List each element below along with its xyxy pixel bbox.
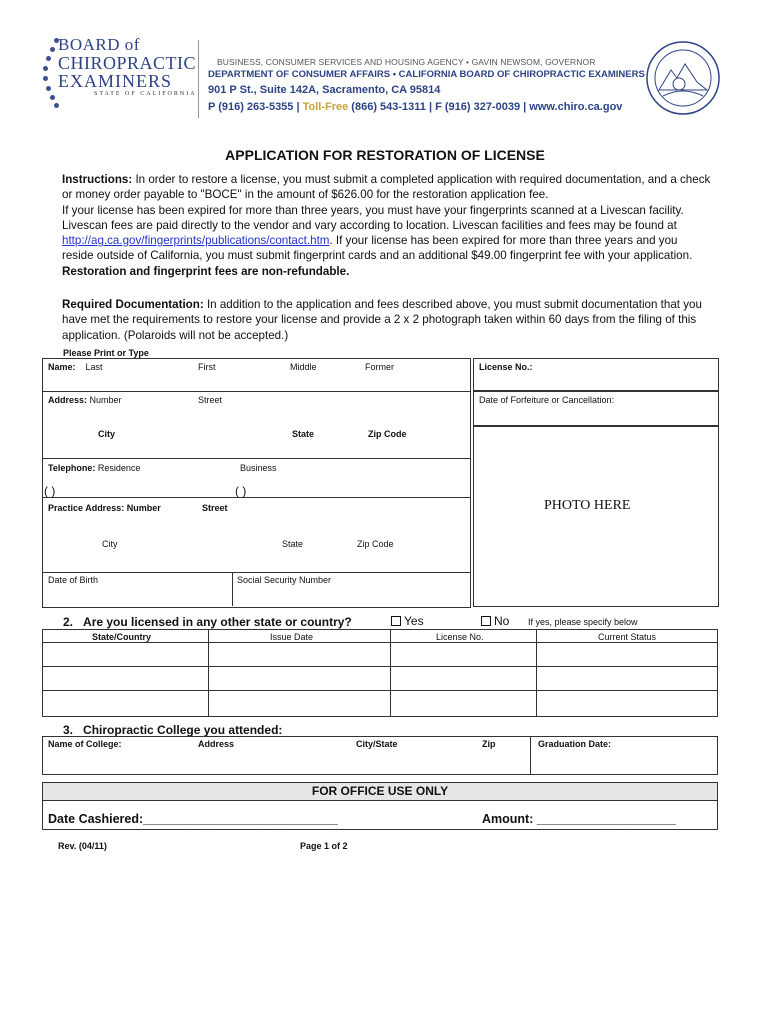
telephone-label: Telephone: Residence — [48, 463, 141, 473]
college-address-label: Address — [198, 739, 235, 749]
practice-street-label: Street — [202, 503, 228, 513]
col-issue-date: Issue Date — [270, 632, 314, 642]
ssn-label: Social Security Number — [237, 575, 332, 585]
date-cashiered-field: Date Cashiered:____________________________ — [48, 812, 338, 826]
state-label: State — [292, 429, 315, 439]
yes-checkbox[interactable]: Yes — [391, 614, 424, 628]
business-area-code: ( ) — [235, 484, 247, 498]
logo-line2: CHIROPRACTIC — [58, 53, 197, 73]
header-divider — [198, 40, 199, 118]
page-number: Page 1 of 2 — [300, 841, 348, 851]
q3-question: 3. Chiropractic College you attended: — [63, 723, 283, 737]
middle-name-label: Middle — [290, 362, 317, 372]
logo-line3: EXAMINERS — [58, 71, 173, 91]
college-city-state-label: City/State — [356, 739, 398, 749]
revision-label: Rev. (04/11) — [58, 841, 107, 851]
zip-label: Zip Code — [368, 429, 407, 439]
no-checkbox-icon — [481, 616, 491, 626]
fingerprint-link[interactable]: http://ag.ca.gov/fingerprints/publications/contact.htm — [62, 234, 330, 248]
department-line: DEPARTMENT OF CONSUMER AFFAIRS • CALIFORNIA BOARD OF CHIROPRACTIC EXAMINERS — [208, 69, 645, 80]
practice-address-label: Practice Address: Number — [48, 503, 161, 513]
specify-note: If yes, please specify below — [528, 617, 638, 627]
college-name-label: Name of College: — [48, 739, 122, 749]
name-label: Name: Last — [48, 362, 103, 372]
col-state-country: State/Country — [92, 632, 152, 642]
board-logo — [58, 36, 197, 98]
logo-line4: STATE OF CALIFORNIA — [94, 91, 197, 97]
practice-zip-label: Zip Code — [357, 539, 394, 549]
college-zip-label: Zip — [482, 739, 496, 749]
no-checkbox[interactable]: No — [481, 614, 509, 628]
state-seal-icon — [645, 40, 721, 116]
logo-line1: BOARD of — [58, 35, 140, 54]
address-line: 901 P St., Suite 142A, Sacramento, CA 95814 — [208, 84, 441, 96]
page-title: APPLICATION FOR RESTORATION OF LICENSE — [225, 147, 545, 163]
contact-line: P (916) 263-5355 | Toll-Free (866) 543-1311 | F (916) 327-0039 | www.chiro.ca.gov — [208, 101, 623, 113]
dob-label: Date of Birth — [48, 575, 99, 585]
practice-state-label: State — [282, 539, 304, 549]
street-label: Street — [198, 395, 223, 405]
required-documentation: Required Documentation: In addition to the application and fees described above, you must submit documentation that you have met the requirements to restore your license and provide a 2 x 2 photograph taken within 60 days from the filing of this application. (Polaroids will not be accepted.) — [62, 298, 702, 342]
office-use-title: FOR OFFICE USE ONLY — [311, 784, 449, 798]
photo-here-label: PHOTO HERE — [544, 498, 631, 513]
former-name-label: Former — [365, 362, 394, 372]
amount-field: Amount: ____________________ — [482, 812, 676, 826]
license-no-label: License No.: — [479, 362, 533, 372]
first-name-label: First — [198, 362, 216, 372]
q2-question: 2. Are you licensed in any other state or country? — [63, 615, 352, 629]
yes-checkbox-icon — [391, 616, 401, 626]
print-type-label: Please Print or Type — [63, 348, 149, 358]
practice-city-label: City — [102, 539, 118, 549]
forfeiture-label: Date of Forfeiture or Cancellation: — [479, 395, 615, 405]
business-phone-label: Business — [240, 463, 277, 473]
col-current-status: Current Status — [598, 632, 657, 642]
graduation-date-label: Graduation Date: — [538, 739, 612, 749]
instructions: Instructions: In order to restore a license, you must submit a completed application with required documentation, and a check or money order payable to "BOCE" in the amount of $626.00 for the restoration application fee. If your license has been expired for more than three years, you must have your fingerprints scanned at a Livescan facility. Livescan fees are paid directly to the vendor and vary according to location. Livescan facilities and fees may be found at http://ag.ca.gov/fingerprints/publications/contact.htm. If your license has been expired for more than three years and you reside outside of California, you must submit fingerprint cards and an additional $49.00 fingerprint fee with your application. Restoration and fingerprint fees are non-refundable. — [62, 173, 711, 278]
residence-area-code: ( ) — [44, 484, 56, 498]
city-label: City — [98, 429, 116, 439]
address-label: Address: Number — [48, 395, 122, 405]
photo-box — [473, 425, 719, 607]
col-license-no: License No. — [436, 632, 484, 642]
agency-line: BUSINESS, CONSUMER SERVICES AND HOUSING AGENCY • GAVIN NEWSOM, GOVERNOR — [217, 57, 596, 67]
